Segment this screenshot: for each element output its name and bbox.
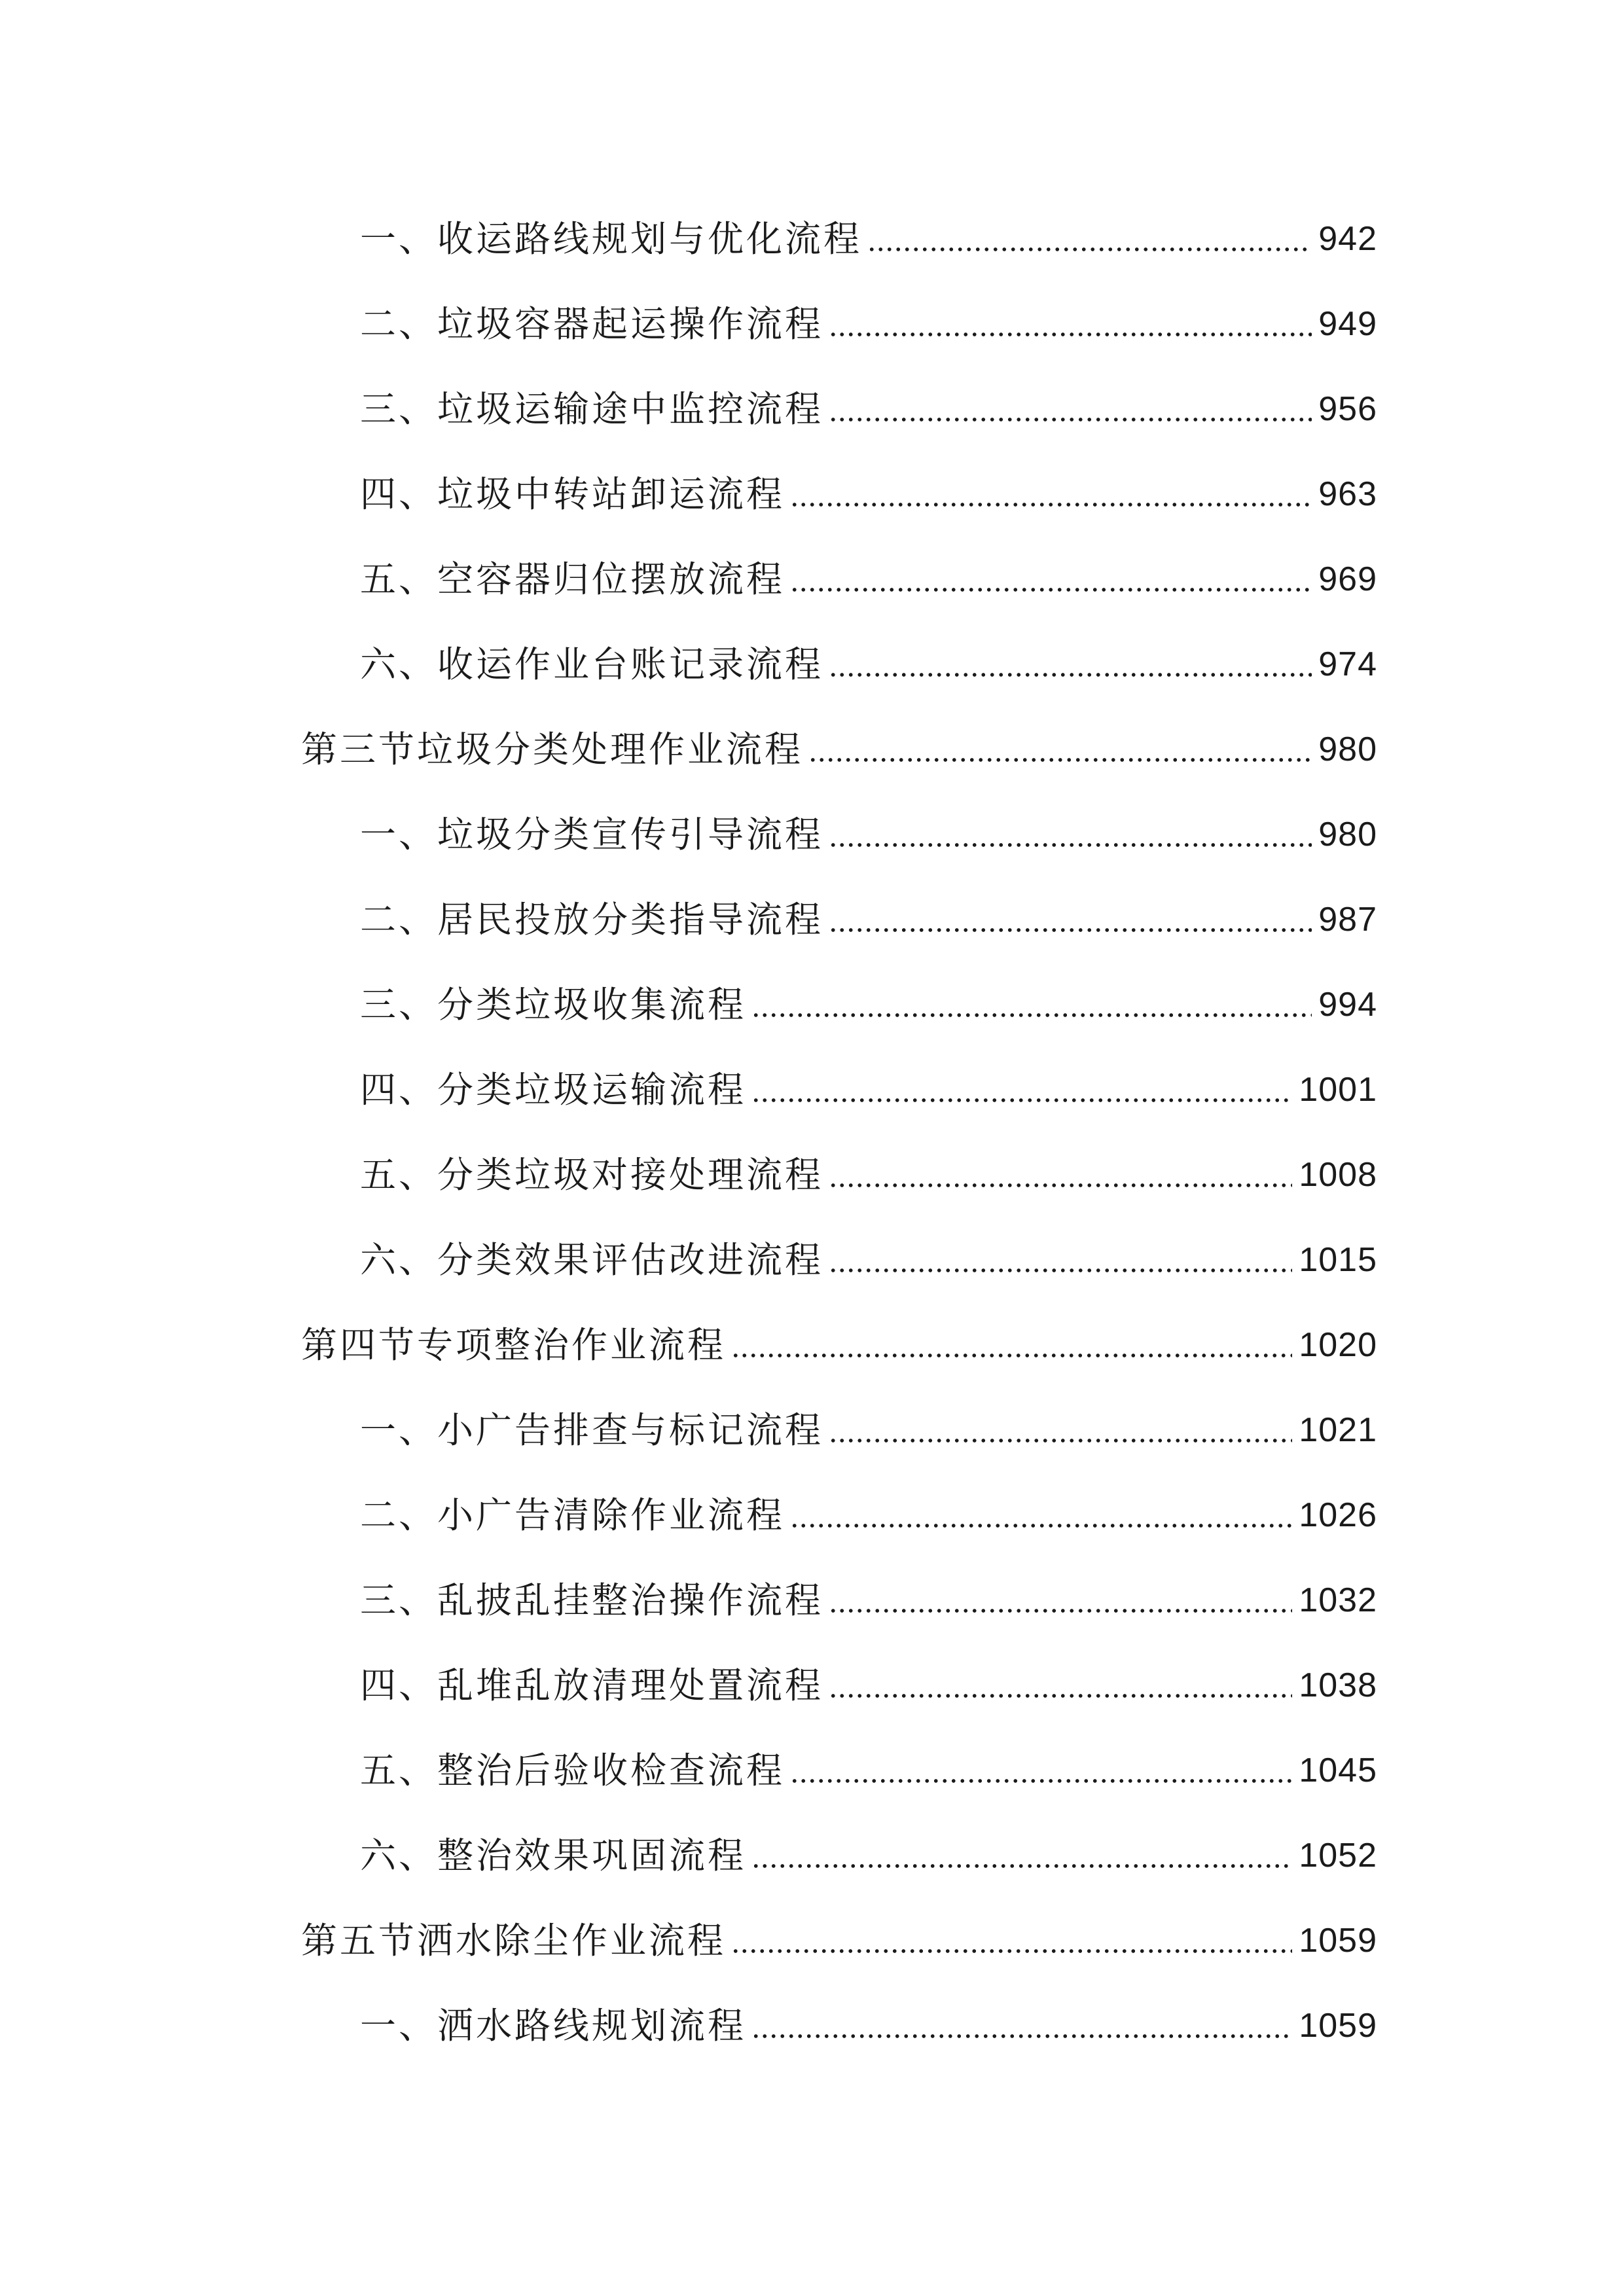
toc-entry[interactable] bbox=[0, 367, 1624, 452]
toc-entry-title: 第四节专项整治作业流程 bbox=[301, 1323, 727, 1366]
toc-page-number: 994 bbox=[1318, 986, 1377, 1024]
toc-entry[interactable] bbox=[0, 1558, 1624, 1643]
toc-entry-title: 四、分类垃圾运输流程 bbox=[360, 1068, 747, 1111]
toc-page-number: 942 bbox=[1318, 220, 1377, 258]
toc-entry[interactable] bbox=[0, 537, 1624, 622]
toc-page-number: 1026 bbox=[1299, 1496, 1377, 1534]
toc-page-number: 949 bbox=[1318, 305, 1377, 343]
toc-entry[interactable] bbox=[0, 877, 1624, 962]
toc-page-number: 963 bbox=[1318, 475, 1377, 513]
toc-page-number: 1032 bbox=[1299, 1581, 1377, 1619]
toc-entry[interactable] bbox=[0, 1217, 1624, 1302]
toc-entry[interactable] bbox=[0, 1813, 1624, 1898]
toc-page-number: 1059 bbox=[1299, 1922, 1377, 1960]
toc-entry-title: 六、收运作业台账记录流程 bbox=[360, 643, 824, 685]
toc-entry[interactable] bbox=[0, 622, 1624, 707]
toc-page-number: 956 bbox=[1318, 390, 1377, 428]
toc-entry-title: 二、小广告清除作业流程 bbox=[360, 1494, 785, 1536]
toc-entry-title: 六、整治效果巩固流程 bbox=[360, 1834, 747, 1876]
toc-entry-title: 五、分类垃圾对接处理流程 bbox=[360, 1153, 824, 1196]
toc-dot-leader bbox=[790, 501, 1312, 509]
toc-dot-leader bbox=[829, 671, 1312, 679]
toc-entry[interactable] bbox=[0, 281, 1624, 367]
toc-page-number: 1008 bbox=[1299, 1156, 1377, 1194]
toc-dot-leader bbox=[751, 1096, 1292, 1104]
toc-page-number: 980 bbox=[1318, 816, 1377, 853]
table-of-contents bbox=[0, 196, 1624, 2068]
toc-entry[interactable] bbox=[0, 1388, 1624, 1473]
toc-dot-leader bbox=[829, 331, 1312, 338]
toc-dot-leader bbox=[731, 1947, 1292, 1955]
toc-section-entry[interactable] bbox=[0, 707, 1624, 792]
toc-entry-title: 二、垃圾容器起运操作流程 bbox=[360, 302, 824, 345]
toc-entry-title: 一、收运路线规划与优化流程 bbox=[360, 217, 863, 260]
toc-section-entry[interactable] bbox=[0, 1302, 1624, 1388]
toc-dot-leader bbox=[829, 1266, 1292, 1274]
toc-entry-title: 一、垃圾分类宣传引导流程 bbox=[360, 813, 824, 855]
toc-dot-leader bbox=[829, 1607, 1292, 1615]
toc-dot-leader bbox=[829, 841, 1312, 849]
toc-page-number: 1020 bbox=[1299, 1326, 1377, 1364]
toc-dot-leader bbox=[829, 1692, 1292, 1700]
toc-entry-title: 五、空容器归位摆放流程 bbox=[360, 558, 785, 600]
toc-dot-leader bbox=[790, 1777, 1292, 1785]
toc-page-number: 1001 bbox=[1299, 1071, 1377, 1109]
toc-entry-title: 第五节洒水除尘作业流程 bbox=[301, 1919, 727, 1962]
toc-page-number: 980 bbox=[1318, 730, 1377, 768]
toc-section-entry[interactable] bbox=[0, 1898, 1624, 1983]
toc-dot-leader bbox=[867, 245, 1312, 253]
toc-page-number: 1052 bbox=[1299, 1837, 1377, 1874]
toc-dot-leader bbox=[790, 1522, 1292, 1530]
toc-entry-title: 四、垃圾中转站卸运流程 bbox=[360, 473, 785, 515]
toc-entry-title: 四、乱堆乱放清理处置流程 bbox=[360, 1664, 824, 1706]
toc-page-number: 1059 bbox=[1299, 2007, 1377, 2045]
toc-dot-leader bbox=[751, 1862, 1292, 1870]
toc-dot-leader bbox=[751, 2032, 1292, 2040]
toc-dot-leader bbox=[731, 1352, 1292, 1359]
toc-page-number: 1021 bbox=[1299, 1411, 1377, 1449]
toc-entry-title: 二、居民投放分类指导流程 bbox=[360, 898, 824, 941]
toc-entry-title: 三、分类垃圾收集流程 bbox=[360, 983, 747, 1026]
toc-entry-title: 一、洒水路线规划流程 bbox=[360, 2004, 747, 2047]
toc-entry-title: 三、乱披乱挂整治操作流程 bbox=[360, 1579, 824, 1621]
toc-dot-leader bbox=[829, 926, 1312, 934]
toc-dot-leader bbox=[829, 416, 1312, 423]
toc-entry-title: 五、整治后验收检查流程 bbox=[360, 1749, 785, 1791]
toc-entry-title: 第三节垃圾分类处理作业流程 bbox=[301, 728, 804, 770]
toc-page-number: 974 bbox=[1318, 645, 1377, 683]
toc-entry[interactable] bbox=[0, 1728, 1624, 1813]
toc-entry[interactable] bbox=[0, 1473, 1624, 1558]
toc-entry-title: 六、分类效果评估改进流程 bbox=[360, 1238, 824, 1281]
toc-entry[interactable] bbox=[0, 1047, 1624, 1132]
toc-entry[interactable] bbox=[0, 196, 1624, 281]
toc-page-number: 969 bbox=[1318, 560, 1377, 598]
toc-page-number: 987 bbox=[1318, 901, 1377, 939]
toc-entry[interactable] bbox=[0, 452, 1624, 537]
toc-entry-title: 三、垃圾运输途中监控流程 bbox=[360, 387, 824, 430]
toc-entry[interactable] bbox=[0, 962, 1624, 1047]
toc-dot-leader bbox=[808, 756, 1312, 764]
toc-entry[interactable] bbox=[0, 1983, 1624, 2068]
toc-entry[interactable] bbox=[0, 1132, 1624, 1217]
toc-entry[interactable] bbox=[0, 792, 1624, 877]
toc-dot-leader bbox=[790, 586, 1312, 594]
toc-dot-leader bbox=[829, 1437, 1292, 1444]
toc-page-number: 1045 bbox=[1299, 1751, 1377, 1789]
toc-page-number: 1015 bbox=[1299, 1241, 1377, 1279]
toc-entry[interactable] bbox=[0, 1643, 1624, 1728]
toc-dot-leader bbox=[829, 1181, 1292, 1189]
toc-page-number: 1038 bbox=[1299, 1666, 1377, 1704]
toc-dot-leader bbox=[751, 1011, 1312, 1019]
toc-entry-title: 一、小广告排查与标记流程 bbox=[360, 1408, 824, 1451]
